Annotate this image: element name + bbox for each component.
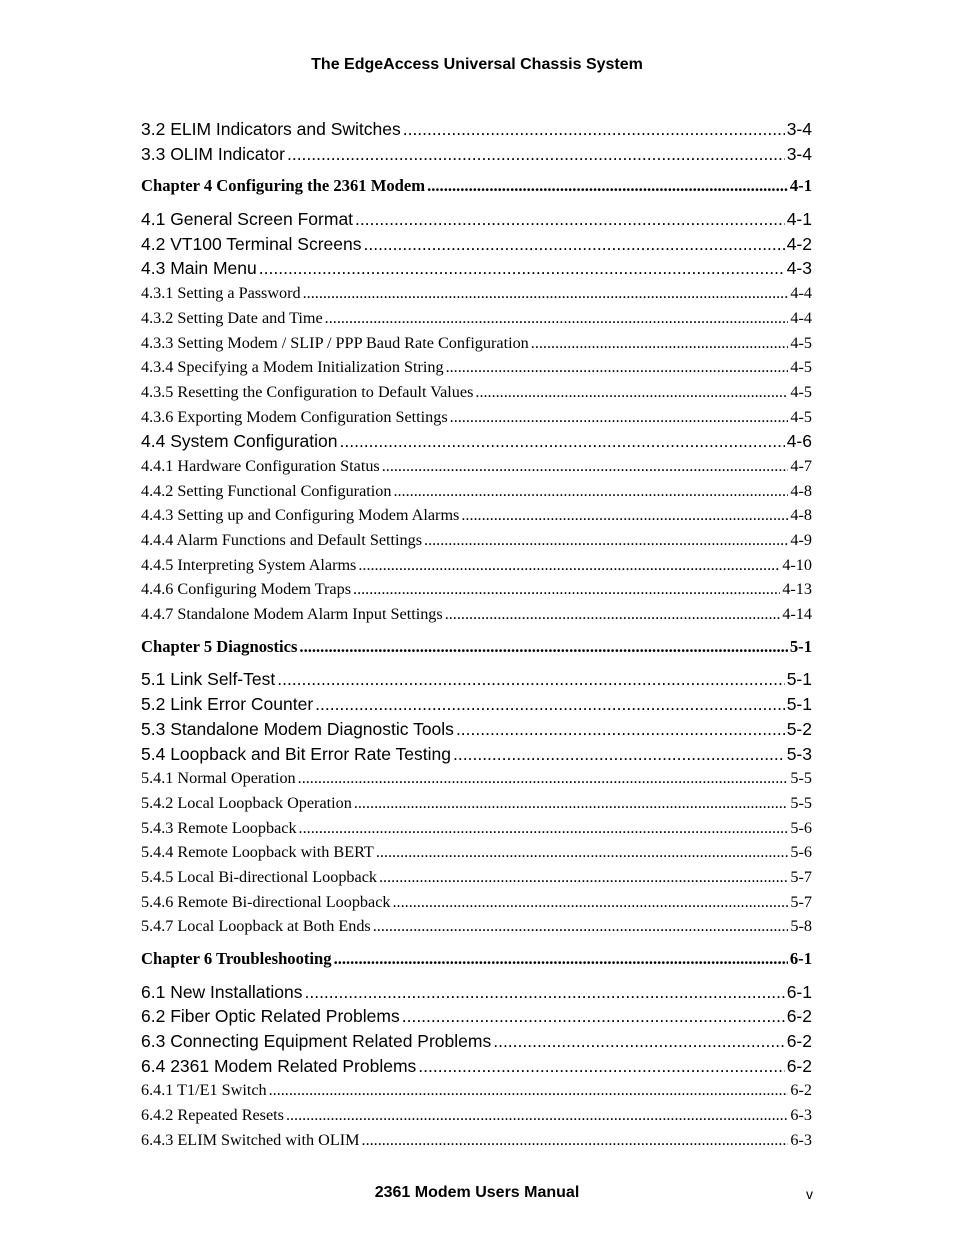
toc-subsection-entry[interactable] bbox=[141, 405, 812, 430]
toc-entry-title: 5.2 Link Error Counter bbox=[141, 694, 314, 715]
toc-entry-title: 4.4.5 Interpreting System Alarms bbox=[141, 555, 357, 574]
toc-subsection-entry[interactable] bbox=[141, 1103, 812, 1128]
toc-entry-page: 5-2 bbox=[786, 718, 812, 739]
toc-subsection-entry[interactable] bbox=[141, 380, 812, 405]
toc-subsection-entry[interactable] bbox=[141, 553, 812, 578]
toc-entry-page: 3-4 bbox=[786, 119, 812, 139]
toc-entry-title: 4.4.4 Alarm Functions and Default Settings bbox=[141, 531, 423, 549]
dot-leader bbox=[418, 1054, 784, 1079]
dot-leader bbox=[355, 207, 785, 232]
toc-section-entry[interactable] bbox=[141, 117, 812, 142]
toc-entry-title: Chapter 4 Configuring the 2361 Modem bbox=[141, 176, 426, 196]
toc-entry-title: 4.3.1 Setting a Password bbox=[141, 284, 301, 303]
toc-subsection-entry[interactable] bbox=[141, 816, 812, 841]
toc-entry-title: 6.1 New Installations bbox=[141, 981, 303, 1002]
toc-entry-title: 5.4.6 Remote Bi-directional Loopback bbox=[141, 892, 391, 911]
toc-entry-title: 4.1 General Screen Format bbox=[141, 209, 354, 230]
toc-entry-title: Chapter 5 Diagnostics bbox=[141, 636, 298, 656]
toc-entry-title: 5.4.4 Remote Loopback with BERT bbox=[141, 843, 374, 862]
dot-leader bbox=[373, 914, 789, 939]
toc-entry-title: 5.4 Loopback and Bit Error Rate Testing bbox=[141, 743, 452, 764]
toc-subsection-entry[interactable] bbox=[141, 890, 812, 915]
toc-section-entry[interactable] bbox=[141, 1029, 812, 1054]
toc-entry-page: 6-1 bbox=[789, 949, 812, 968]
dot-leader bbox=[402, 1004, 785, 1029]
toc-section-entry[interactable] bbox=[141, 207, 812, 232]
toc-entry-title: 4.4.6 Configuring Modem Traps bbox=[141, 580, 352, 599]
toc-subsection-entry[interactable] bbox=[141, 840, 812, 865]
toc-entry-title: 5.3 Standalone Modem Diagnostic Tools bbox=[141, 718, 454, 739]
dot-leader bbox=[364, 232, 785, 257]
dot-leader bbox=[298, 766, 789, 791]
toc-subsection-entry[interactable] bbox=[141, 454, 812, 479]
toc-entry-page: 4-13 bbox=[782, 580, 812, 599]
toc-entry-page: 4-5 bbox=[790, 358, 812, 377]
toc-entry-page: 4-8 bbox=[790, 481, 812, 500]
toc-subsection-entry[interactable] bbox=[141, 355, 812, 380]
toc-entry-title: 3.2 ELIM Indicators and Switches bbox=[141, 119, 401, 139]
toc-entry-title: 5.4.2 Local Loopback Operation bbox=[141, 793, 352, 812]
toc-entry-page: 6-2 bbox=[786, 1006, 812, 1027]
toc-entry-page: 6-3 bbox=[790, 1130, 812, 1149]
toc-entry-page: 5-6 bbox=[790, 843, 812, 862]
dot-leader bbox=[362, 1128, 789, 1153]
dot-leader bbox=[475, 380, 788, 405]
toc-subsection-entry[interactable] bbox=[141, 1128, 812, 1153]
toc-entry-page: 4-6 bbox=[786, 431, 812, 452]
toc-entry-page: 5-5 bbox=[790, 769, 812, 788]
dot-leader bbox=[325, 306, 789, 331]
dot-leader bbox=[379, 865, 788, 890]
toc-section-entry[interactable] bbox=[141, 1054, 812, 1079]
toc-entry-title: 6.4.1 T1/E1 Switch bbox=[141, 1081, 267, 1100]
dot-leader bbox=[287, 142, 785, 167]
toc-entry-page: 4-10 bbox=[782, 555, 812, 574]
toc-entry-page: 4-1 bbox=[789, 176, 812, 196]
toc-subsection-entry[interactable] bbox=[141, 528, 812, 553]
toc-section-entry[interactable] bbox=[141, 667, 812, 692]
toc-subsection-entry[interactable] bbox=[141, 865, 812, 890]
toc-entry-page: 6-1 bbox=[786, 981, 812, 1002]
toc-entry-title: 4.4.1 Hardware Configuration Status bbox=[141, 456, 380, 475]
toc-entry-title: 4.3.4 Specifying a Modem Initialization String bbox=[141, 358, 444, 377]
toc-entry-page: 4-1 bbox=[786, 209, 812, 230]
toc-entry-title: 5.4.5 Local Bi-directional Loopback bbox=[141, 867, 377, 886]
dot-leader bbox=[269, 1078, 789, 1103]
toc-subsection-entry[interactable] bbox=[141, 503, 812, 528]
toc-section-entry[interactable] bbox=[141, 232, 812, 257]
toc-entry-title: 4.2 VT100 Terminal Screens bbox=[141, 233, 362, 254]
toc-entry-page: 4-2 bbox=[786, 233, 812, 254]
toc-subsection-entry[interactable] bbox=[141, 306, 812, 331]
toc-subsection-entry[interactable] bbox=[141, 791, 812, 816]
toc-subsection-entry[interactable] bbox=[141, 281, 812, 306]
toc-entry-page: 5-3 bbox=[786, 743, 812, 764]
dot-leader bbox=[286, 1103, 788, 1128]
toc-entry-title: 4.4.3 Setting up and Configuring Modem Alarms bbox=[141, 506, 460, 525]
toc-entry-page: 4-5 bbox=[790, 407, 812, 426]
spacer bbox=[141, 939, 812, 947]
dot-leader bbox=[303, 281, 789, 306]
dot-leader bbox=[446, 355, 789, 380]
toc-chapter-entry[interactable] bbox=[141, 174, 812, 199]
dot-leader bbox=[493, 1029, 784, 1054]
toc-entry-page: 4-8 bbox=[790, 506, 812, 525]
toc-entry-title: 4.4.2 Setting Functional Configuration bbox=[141, 481, 392, 500]
dot-leader bbox=[453, 742, 785, 767]
spacer bbox=[141, 166, 812, 174]
toc-entry-page: 5-6 bbox=[790, 818, 812, 837]
toc-entry-page: 5-5 bbox=[790, 793, 812, 812]
toc-entry-page: 4-14 bbox=[782, 605, 812, 624]
toc-entry-page: 6-2 bbox=[790, 1081, 812, 1100]
dot-leader bbox=[461, 503, 788, 528]
dot-leader bbox=[424, 528, 788, 553]
dot-leader bbox=[393, 890, 789, 915]
toc-section-entry[interactable] bbox=[141, 256, 812, 281]
toc-entry-title: 6.3 Connecting Equipment Related Problems bbox=[141, 1031, 492, 1052]
dot-leader bbox=[427, 174, 788, 199]
toc-section-entry[interactable] bbox=[141, 742, 812, 767]
toc-subsection-entry[interactable] bbox=[141, 766, 812, 791]
toc-entry-title: 4.3.6 Exporting Modem Configuration Settings bbox=[141, 407, 448, 426]
toc-entry-page: 6-3 bbox=[790, 1106, 812, 1125]
toc-entry-page: 4-3 bbox=[786, 258, 812, 279]
toc-section-entry[interactable] bbox=[141, 717, 812, 742]
toc-entry-title: 5.4.7 Local Loopback at Both Ends bbox=[141, 917, 371, 936]
toc-entry-title: 4.4 System Configuration bbox=[141, 431, 338, 452]
toc-entry-title: 5.4.3 Remote Loopback bbox=[141, 818, 297, 837]
toc-entry-title: 4.3.3 Setting Modem / SLIP / PPP Baud Rate Configuration bbox=[141, 333, 529, 352]
toc-subsection-entry[interactable] bbox=[141, 331, 812, 356]
toc-subsection-entry[interactable] bbox=[141, 1078, 812, 1103]
toc-entry-title: 4.4.7 Standalone Modem Alarm Input Settings bbox=[141, 605, 443, 624]
dot-leader bbox=[403, 117, 785, 142]
dot-leader bbox=[299, 816, 789, 841]
toc-entry-page: 5-1 bbox=[786, 694, 812, 715]
toc-entry-title: 3.3 OLIM Indicator bbox=[141, 143, 285, 164]
table-of-contents bbox=[141, 117, 812, 1153]
dot-leader bbox=[259, 256, 785, 281]
toc-entry-title: 4.3 Main Menu bbox=[141, 258, 257, 279]
dot-leader bbox=[277, 667, 784, 692]
dot-leader bbox=[315, 692, 785, 717]
toc-entry-title: 6.4.2 Repeated Resets bbox=[141, 1106, 284, 1125]
toc-entry-page: 5-1 bbox=[786, 669, 812, 690]
dot-leader bbox=[393, 479, 788, 504]
dot-leader bbox=[456, 717, 785, 742]
toc-entry-title: 6.4.3 ELIM Switched with OLIM bbox=[141, 1130, 360, 1149]
dot-leader bbox=[450, 405, 789, 430]
toc-entry-page: 4-5 bbox=[790, 382, 812, 401]
toc-entry-page: 5-7 bbox=[790, 892, 812, 911]
page-header: The EdgeAccess Universal Chassis System bbox=[311, 56, 643, 73]
toc-entry-page: 4-9 bbox=[790, 531, 812, 549]
toc-entry-page: 4-4 bbox=[790, 284, 812, 303]
toc-section-entry[interactable] bbox=[141, 980, 812, 1005]
toc-subsection-entry[interactable] bbox=[141, 602, 812, 627]
dot-leader bbox=[340, 429, 785, 454]
spacer bbox=[141, 199, 812, 207]
spacer bbox=[141, 627, 812, 635]
toc-entry-title: 6.2 Fiber Optic Related Problems bbox=[141, 1006, 400, 1027]
toc-entry-page: 5-7 bbox=[790, 867, 812, 886]
spacer bbox=[141, 659, 812, 667]
toc-chapter-entry[interactable] bbox=[141, 635, 812, 660]
toc-entry-title: 4.3.2 Setting Date and Time bbox=[141, 308, 323, 327]
toc-entry-page: 6-2 bbox=[786, 1055, 812, 1076]
dot-leader bbox=[334, 947, 788, 972]
dot-leader bbox=[445, 602, 781, 627]
dot-leader bbox=[353, 577, 780, 602]
page-number: v bbox=[806, 1186, 813, 1202]
toc-entry-page: 5-1 bbox=[789, 636, 812, 656]
toc-entry-title: Chapter 6 Troubleshooting bbox=[141, 949, 332, 968]
toc-subsection-entry[interactable] bbox=[141, 577, 812, 602]
toc-subsection-entry[interactable] bbox=[141, 479, 812, 504]
dot-leader bbox=[354, 791, 789, 816]
toc-section-entry[interactable] bbox=[141, 692, 812, 717]
toc-entry-page: 4-5 bbox=[790, 333, 812, 352]
dot-leader bbox=[299, 635, 787, 660]
toc-entry-page: 3-4 bbox=[786, 143, 812, 164]
dot-leader bbox=[531, 331, 789, 356]
toc-chapter-entry[interactable] bbox=[141, 947, 812, 972]
spacer bbox=[141, 972, 812, 980]
toc-entry-title: 5.1 Link Self-Test bbox=[141, 669, 276, 690]
toc-entry-page: 4-7 bbox=[790, 456, 812, 475]
toc-entry-title: 6.4 2361 Modem Related Problems bbox=[141, 1055, 417, 1076]
toc-section-entry[interactable] bbox=[141, 142, 812, 167]
dot-leader bbox=[358, 553, 780, 578]
toc-entry-page: 4-4 bbox=[790, 308, 812, 327]
toc-entry-title: 5.4.1 Normal Operation bbox=[141, 769, 296, 788]
dot-leader bbox=[304, 980, 784, 1005]
dot-leader bbox=[382, 454, 789, 479]
toc-section-entry[interactable] bbox=[141, 429, 812, 454]
page-footer: 2361 Modem Users Manual bbox=[374, 1184, 580, 1201]
dot-leader bbox=[376, 840, 789, 865]
toc-entry-title: 4.3.5 Resetting the Configuration to Default Values bbox=[141, 382, 474, 401]
toc-entry-page: 5-8 bbox=[790, 917, 812, 936]
toc-subsection-entry[interactable] bbox=[141, 914, 812, 939]
toc-entry-page: 6-2 bbox=[786, 1031, 812, 1052]
toc-section-entry[interactable] bbox=[141, 1004, 812, 1029]
